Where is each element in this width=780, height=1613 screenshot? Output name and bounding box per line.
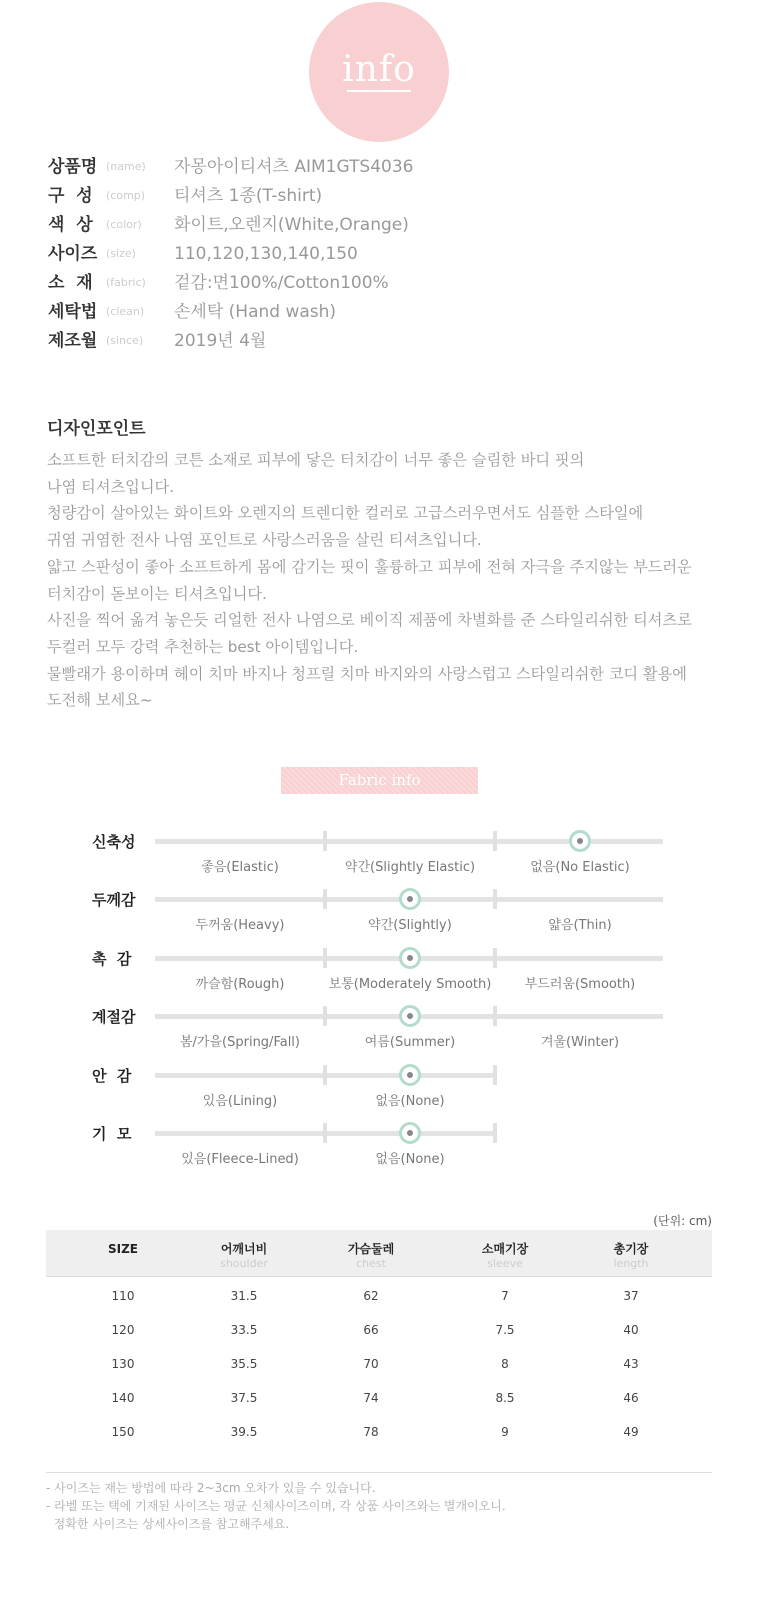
pi-value: 티셔츠 1종(T-shirt) (174, 186, 323, 206)
size-header-ko: 총기장 (613, 1242, 649, 1256)
pi-label-en: (comp) (106, 189, 146, 202)
size-note: 정확한 사이즈는 상세사이즈를 참고해주세요. (46, 1517, 290, 1531)
design-point-line: 소프트한 터치감의 코튼 소재로 피부에 닿은 터치감이 너무 좋은 슬림한 바디 핏의 (47, 451, 585, 469)
size-table-cell: 140 (111, 1391, 135, 1405)
design-point-line: 귀염 귀염한 전사 나염 포인트로 사랑스러움을 살린 티셔츠입니다. (47, 531, 482, 550)
fabric-row-option: 부드러움(Smooth) (524, 977, 636, 992)
fabric-row-option: 좋음(Elastic) (201, 860, 279, 875)
size-table-cell: 49 (623, 1425, 639, 1439)
fabric-row-selected-dot (399, 888, 421, 910)
size-table-cell: 120 (111, 1323, 135, 1337)
fabric-row-selected-dot (569, 830, 591, 852)
pi-label-en: (size) (106, 247, 136, 260)
fabric-row-divider (323, 948, 327, 968)
design-point-line: 물빨래가 용이하며 헤이 치마 바지나 청프릴 치마 바지와의 사랑스럽고 스타일리쉬한 코디 활용에 (47, 664, 687, 683)
size-table-cell: 8 (501, 1357, 509, 1371)
design-point-line: 얇고 스판성이 좋아 소프트하게 몸에 감기는 핏이 훌륭하고 피부에 전혀 자극을 주지않는 부드러운 (47, 557, 692, 576)
size-table-cell: 9 (501, 1425, 509, 1439)
size-table-cell: 46 (623, 1391, 639, 1405)
fabric-row-selected-dot (399, 1122, 421, 1144)
pi-label: 상품명 (48, 157, 98, 177)
fabric-row-divider (493, 1006, 497, 1026)
pi-label: 소 재 (48, 273, 93, 293)
fabric-row-selected-dot (399, 1064, 421, 1086)
size-table-cell: 37.5 (230, 1391, 258, 1405)
size-note: - 사이즈는 재는 방법에 따라 2~3cm 오차가 있을 수 있습니다. (46, 1481, 376, 1495)
size-table-cell: 66 (363, 1323, 379, 1337)
size-header-cell (440, 1240, 570, 1270)
size-table-cell: 78 (363, 1425, 379, 1439)
pi-label: 색 상 (48, 215, 93, 235)
pi-value: 110,120,130,140,150 (174, 244, 358, 264)
design-point-line: 도전해 보세요~ (47, 691, 153, 710)
fabric-row-label: 신축성 (92, 833, 136, 851)
design-point-line: 사진을 찍어 옮겨 놓은듯 리얼한 전사 나염으로 베이직 제품에 차별화를 준 스타일리쉬한 티셔츠로 (47, 611, 692, 630)
fabric-row-option: 겨울(Winter) (540, 1035, 620, 1050)
fabric-row-option: 없음(No Elastic) (530, 860, 630, 875)
table-divider (46, 1472, 712, 1473)
fabric-row-option: 약간(Slightly) (368, 918, 452, 933)
size-table-cell: 40 (623, 1323, 639, 1337)
design-point-line: 청량감이 살아있는 화이트와 오렌지의 트렌디한 컬러로 고급스러우면서도 심플한 스타일에 (47, 504, 644, 523)
size-table-cell: 74 (363, 1391, 379, 1405)
design-point-line: 나염 티셔츠입니다. (47, 477, 175, 496)
pi-label-en: (since) (106, 334, 144, 347)
size-header-ko: 가슴둘레 (347, 1242, 395, 1256)
size-table-cell: 35.5 (230, 1357, 258, 1371)
fabric-row-option: 얇음(Thin) (548, 918, 612, 933)
design-point-line: 두컬러 모두 강력 추천하는 best 아이템입니다. (47, 637, 359, 656)
size-table-cell: 62 (363, 1289, 379, 1303)
fabric-row-option: 없음(None) (375, 1152, 445, 1167)
pi-label: 구 성 (48, 186, 93, 206)
pi-label: 세탁법 (48, 302, 98, 322)
fabric-row-option: 두꺼움(Heavy) (195, 918, 285, 933)
size-header-ko: 소매기장 (481, 1242, 529, 1256)
fabric-row-option: 까슬함(Rough) (195, 977, 285, 992)
fabric-row-option: 없음(None) (375, 1094, 445, 1109)
design-point-title: 디자인포인트 (47, 419, 146, 439)
size-header-en: shoulder (220, 1257, 268, 1270)
fabric-row-option: 보통(Moderately Smooth) (328, 977, 492, 992)
size-table-cell: 110 (111, 1289, 135, 1303)
size-header-cell (566, 1240, 696, 1270)
fabric-row-option: 여름(Summer) (364, 1035, 456, 1050)
pi-value: 2019년 4월 (174, 331, 267, 351)
size-table-cell: 70 (363, 1357, 379, 1371)
fabric-row-divider (493, 889, 497, 909)
pi-label-en: (name) (106, 160, 146, 173)
size-header-ko: SIZE (107, 1242, 138, 1256)
fabric-row-divider (323, 1065, 327, 1085)
size-header-en: sleeve (487, 1257, 523, 1270)
pi-label-en: (fabric) (106, 276, 146, 289)
size-table-cell: 43 (623, 1357, 639, 1371)
fabric-row-selected-dot (399, 1005, 421, 1027)
pi-value: 겉감:면100%/Cotton100% (174, 273, 389, 293)
fabric-row-divider (493, 1065, 497, 1085)
size-table-cell: 31.5 (230, 1289, 258, 1303)
size-header-cell (179, 1240, 309, 1270)
design-point-line: 터치감이 돋보이는 티셔츠입니다. (47, 584, 267, 603)
size-note: - 라벨 또는 택에 기재된 사이즈는 평균 신체사이즈이며, 각 상품 사이즈와는 별개이오니. (46, 1499, 506, 1513)
fabric-row-option: 있음(Fleece-Lined) (181, 1152, 299, 1167)
size-unit-note: (단위: cm) (653, 1214, 712, 1228)
fabric-info-title: Fabric info (338, 771, 421, 789)
info-underline (347, 90, 411, 92)
pi-label-en: (clean) (106, 305, 145, 318)
size-header-cell (306, 1240, 436, 1270)
size-header-cell (58, 1240, 188, 1258)
fabric-row-divider (493, 948, 497, 968)
size-header-en: chest (356, 1257, 386, 1270)
fabric-row-label: 촉 감 (92, 950, 132, 968)
fabric-row-label: 두께감 (92, 891, 136, 909)
size-table-cell: 7.5 (495, 1323, 515, 1337)
fabric-row-divider (323, 1006, 327, 1026)
size-table-cell: 33.5 (230, 1323, 258, 1337)
pi-label: 사이즈 (48, 244, 98, 264)
fabric-row-label: 기 모 (92, 1125, 132, 1143)
pi-label-en: (color) (106, 218, 142, 231)
info-title: info (342, 49, 416, 90)
fabric-row-divider (323, 889, 327, 909)
pi-label: 제조월 (48, 331, 98, 351)
fabric-row-selected-dot (399, 947, 421, 969)
fabric-row-divider (323, 831, 327, 851)
size-table-cell: 130 (111, 1357, 135, 1371)
size-header-en: length (613, 1257, 649, 1270)
pi-value: 손세탁 (Hand wash) (174, 302, 337, 322)
fabric-row-label: 계절감 (92, 1008, 136, 1026)
size-table-cell: 7 (501, 1289, 509, 1303)
size-table-cell: 39.5 (230, 1425, 258, 1439)
fabric-row-divider (323, 1123, 327, 1143)
fabric-row-option: 있음(Lining) (202, 1094, 278, 1109)
size-table-cell: 150 (111, 1425, 135, 1439)
fabric-row-option: 약간(Slightly Elastic) (344, 860, 476, 875)
fabric-row-option: 봄/가을(Spring/Fall) (179, 1035, 300, 1050)
design-point-body (47, 447, 727, 714)
pi-value: 자몽아이티셔츠 AIM1GTS4036 (174, 157, 414, 177)
size-table-cell: 8.5 (495, 1391, 515, 1405)
size-table-cell: 37 (623, 1289, 639, 1303)
fabric-row-divider (493, 831, 497, 851)
size-header-ko: 어깨너비 (220, 1242, 268, 1256)
fabric-row-label: 안 감 (92, 1067, 132, 1085)
pi-value: 화이트,오렌지(White,Orange) (174, 215, 409, 235)
fabric-row-divider (493, 1123, 497, 1143)
